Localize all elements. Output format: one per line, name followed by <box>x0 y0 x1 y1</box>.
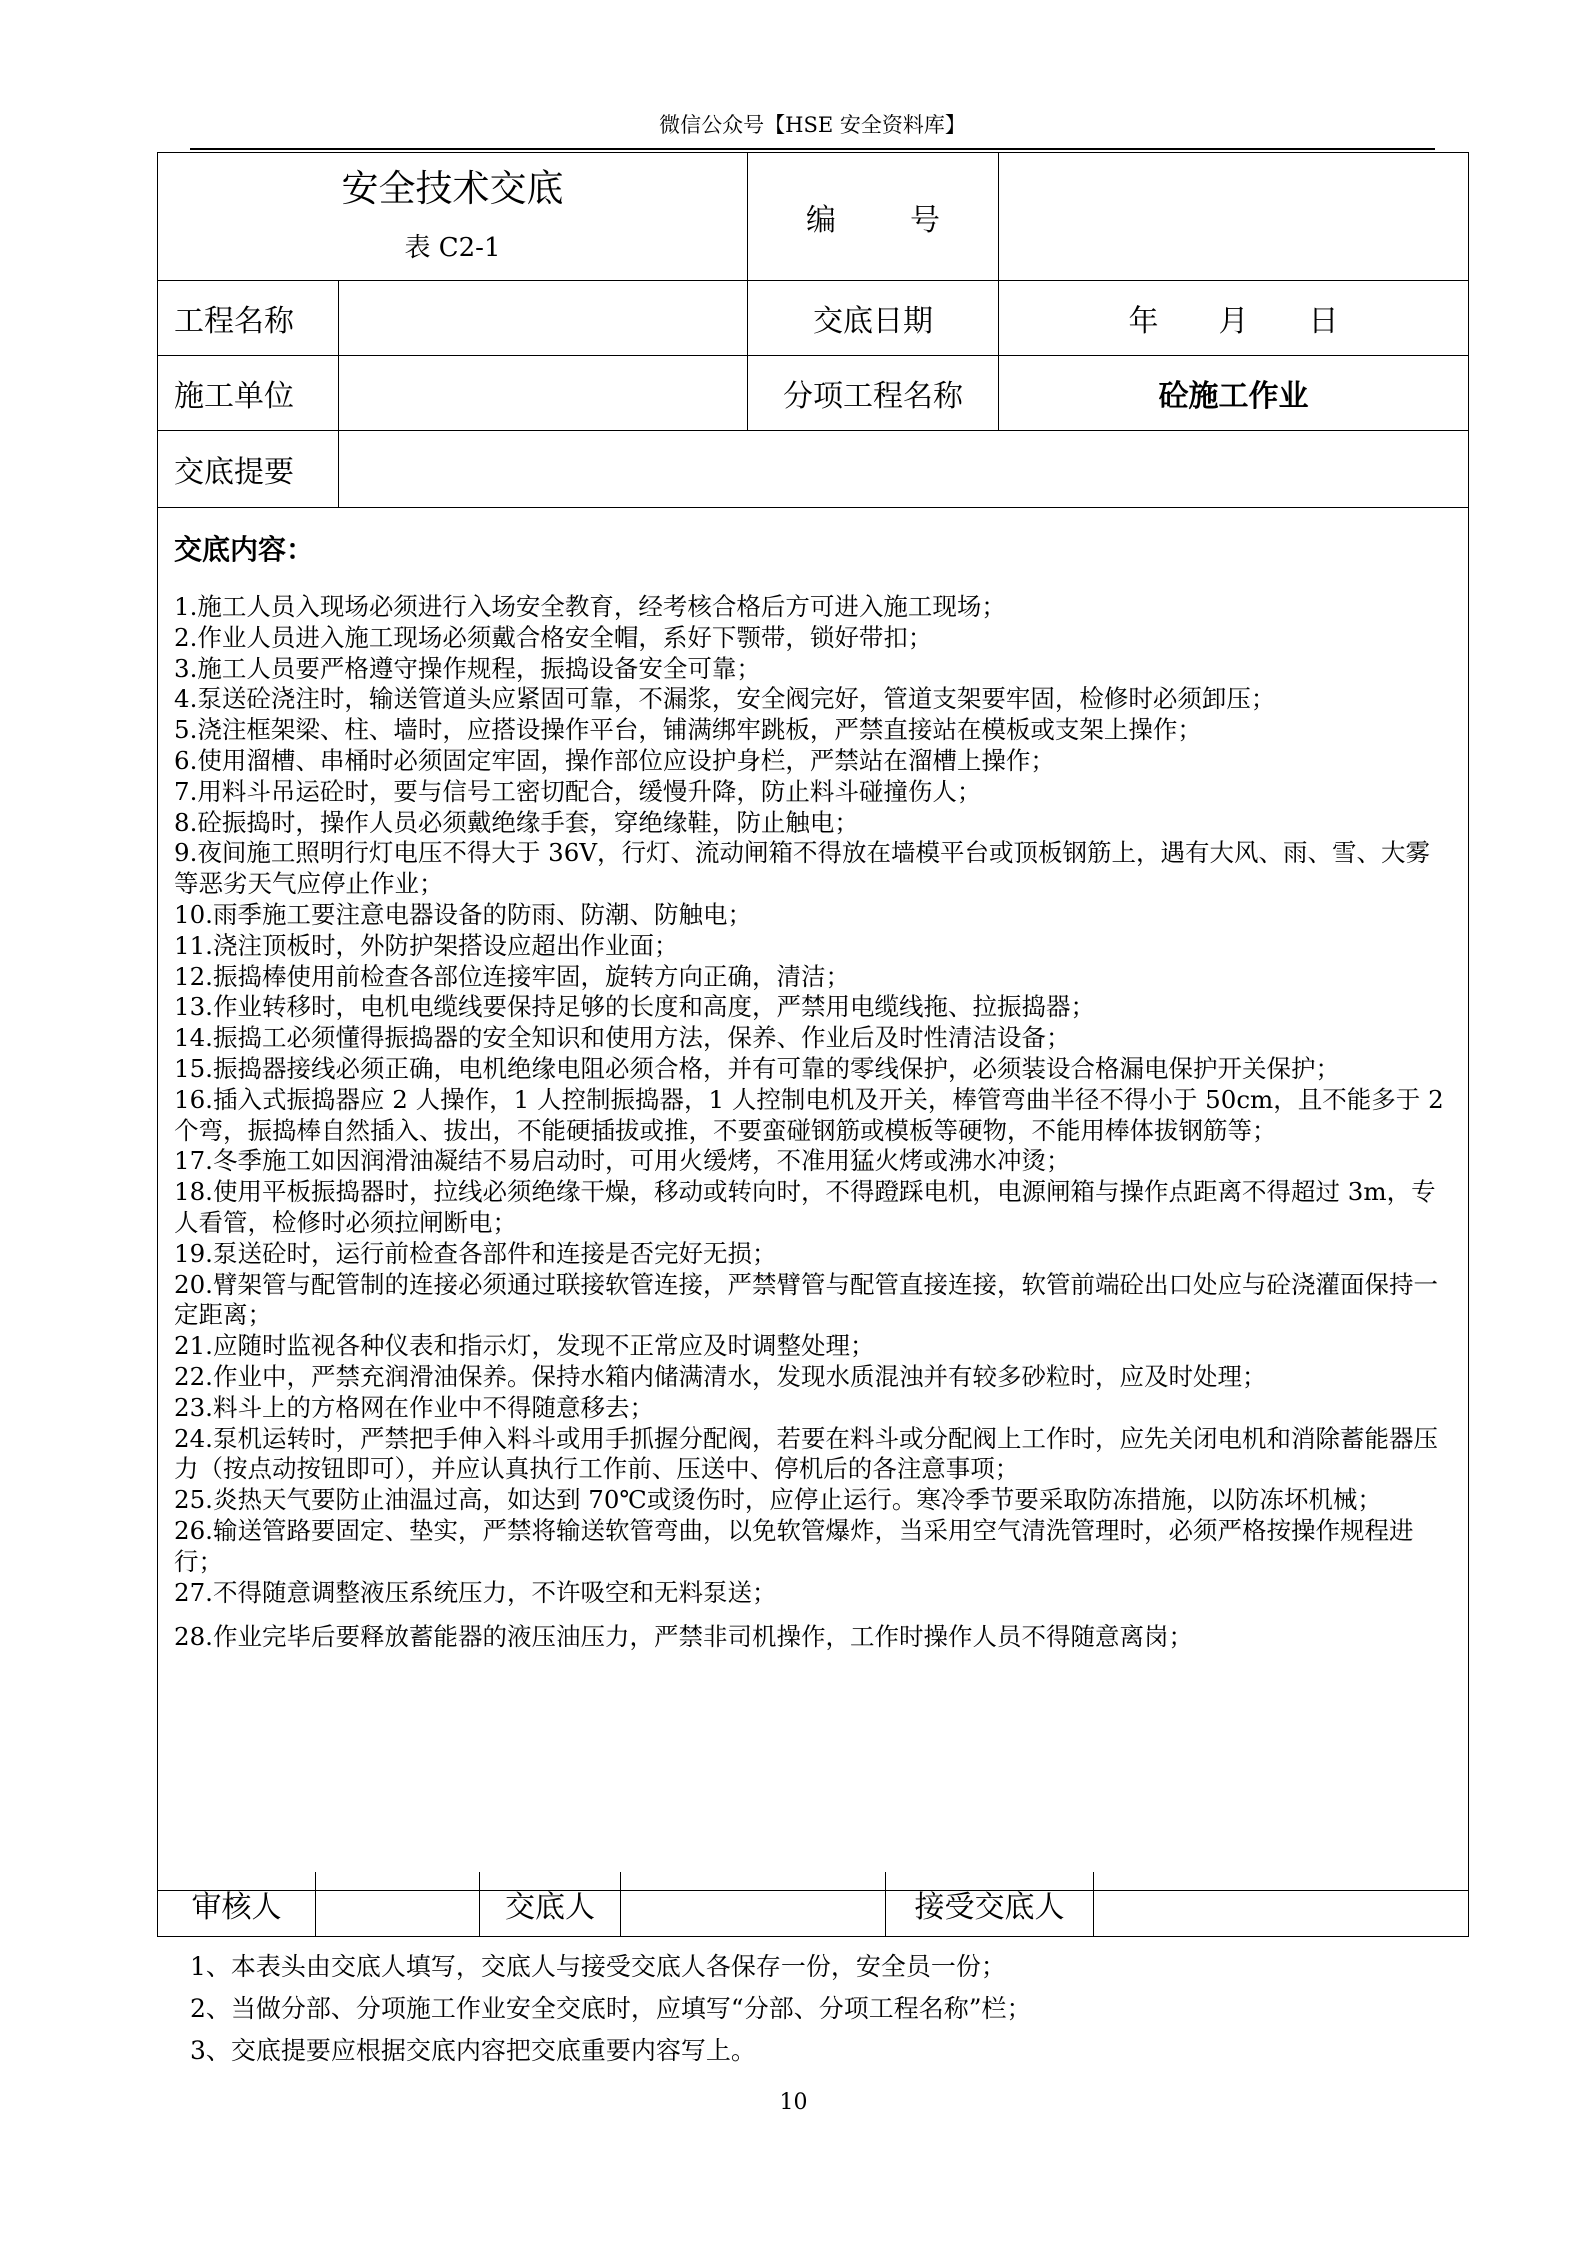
receiver-label: 接受交底人 <box>886 1872 1094 1937</box>
content-item: 27.不得随意调整液压系统压力，不许吸空和无料泵送； <box>174 1577 777 1607</box>
form-title-cell <box>158 153 748 281</box>
content-item: 28.作业完毕后要释放蓄能器的液压油压力，严禁非司机操作，工作时操作人员不得随意离岗； <box>174 1622 1193 1652</box>
content-item: 23.料斗上的方格网在作业中不得随意移去； <box>174 1392 654 1422</box>
content-item: 25.炎热天气要防止油温过高，如达到 70℃或烫伤时，应停止运行。寒冷季节要采取防冻措施，以防冻坏机械； <box>174 1485 1382 1515</box>
note-item: 2、当做分部、分项施工作业安全交底时，应填写“分部、分项工程名称”栏； <box>190 1994 1032 2023</box>
content-item: 10.雨季施工要注意电器设备的防雨、防潮、防触电； <box>174 899 752 929</box>
content-item: 17.冬季施工如因润滑油凝结不易启动时，可用火缓烤，不准用猛火烤或沸水冲烫； <box>174 1146 1071 1176</box>
page-number: 10 <box>779 2090 808 2115</box>
sub-project-label: 分项工程名称 <box>748 356 999 431</box>
notes <box>190 1946 1440 2072</box>
number-value[interactable] <box>999 153 1469 281</box>
content-item: 18.使用平板振捣器时，拉线必须绝缘干燥，移动或转向时，不得蹬踩电机，电源闸箱与操作点距离不得超过 3m，专人看管，检修时必须拉闸断电； <box>174 1177 1436 1237</box>
disclosure-form <box>157 152 1469 1891</box>
note-item: 1、本表头由交底人填写，交底人与接受交底人各保存一份，安全员一份； <box>190 1952 1006 1981</box>
content-item: 1.施工人员入现场必须进行入场安全教育，经考核合格后方可进入施工现场； <box>174 592 1006 621</box>
summary-value[interactable] <box>339 431 1469 508</box>
content-item: 9.夜间施工照明行灯电压不得大于 36V，行灯、流动闸箱不得放在墙模平台或顶板钢筋上，遇有大风、雨、雪、大雾等恶劣天气应停止作业； <box>174 838 1431 899</box>
project-name-value[interactable] <box>339 281 748 356</box>
content-cell <box>158 508 1469 1891</box>
form-title: 安全技术交底 <box>341 166 564 210</box>
sub-project-value[interactable]: 砼施工作业 <box>999 356 1469 431</box>
reviewer-value[interactable] <box>316 1872 480 1937</box>
content-item: 4.泵送砼浇注时，输送管道头应紧固可靠，不漏浆，安全阀完好，管道支架要牢固，检修时必须卸压； <box>174 684 1276 714</box>
content-title: 交底内容： <box>174 533 315 566</box>
content-item: 14.振捣工必须懂得振捣器的安全知识和使用方法，保养、作业后及时性清洁设备； <box>174 1023 1071 1053</box>
content-item: 3.施工人员要严格遵守操作规程，振捣设备安全可靠； <box>174 653 761 683</box>
content-item: 26.输送管路要固定、垫实，严禁将输送软管弯曲，以免软管爆炸，当采用空气清洗管理时，必须严格按操作规程进行； <box>174 1515 1414 1576</box>
content-item: 21.应随时监视各种仪表和指示灯，发现不正常应及时调整处理； <box>174 1331 875 1361</box>
reviewer-label: 审核人 <box>158 1872 316 1937</box>
content-items <box>174 592 1452 1653</box>
construction-unit-value[interactable] <box>339 356 748 431</box>
content-item: 7.用料斗吊运砼时，要与信号工密切配合，缓慢升降，防止料斗碰撞伤人； <box>174 776 982 806</box>
content-item: 19.泵送砼时，运行前检查各部件和连接是否完好无损； <box>174 1238 777 1268</box>
form-number-label: 表 C2-1 <box>404 232 501 263</box>
content-item: 13.作业转移时，电机电缆线要保持足够的长度和高度，严禁用电缆线拖、拉振捣器； <box>174 992 1095 1022</box>
content-item: 6.使用溜槽、串桶时必须固定牢固，操作部位应设护身栏，严禁站在溜槽上操作； <box>174 745 1055 775</box>
date-label: 交底日期 <box>748 281 999 356</box>
discloser-value[interactable] <box>621 1872 886 1937</box>
content-item: 8.砼振捣时，操作人员必须戴绝缘手套，穿绝缘鞋，防止触电； <box>174 807 859 837</box>
header-rule <box>190 148 1435 150</box>
note-item: 3、交底提要应根据交底内容把交底重要内容写上。 <box>190 2036 756 2065</box>
page-header: 微信公众号【HSE 安全资料库】 <box>659 113 966 137</box>
number-label-part1: 编 <box>806 202 836 238</box>
summary-label: 交底提要 <box>158 431 339 508</box>
number-label-part2: 号 <box>910 202 940 238</box>
content-item: 2.作业人员进入施工现场必须戴合格安全帽，系好下颚带，锁好带扣； <box>174 622 933 652</box>
content-item: 15.振捣器接线必须正确，电机绝缘电阻必须合格，并有可靠的零线保护，必须装设合格漏电保护开关保护； <box>174 1053 1340 1083</box>
content-item: 11.浇注顶板时，外防护架搭设应超出作业面； <box>174 930 679 960</box>
number-label <box>748 153 999 281</box>
project-name-label: 工程名称 <box>158 281 339 356</box>
content-item: 16.插入式振捣器应 2 人操作，1 人控制振捣器，1 人控制电机及开关，棒管弯曲半径不得小于 50cm，且不能多于 2 个弯，振捣棒自然插入、拔出，不能硬插拔或推，不要蛮碰钢筋或模板等硬物，不能用棒体拔钢筋等； <box>174 1084 1444 1145</box>
content-item: 12.振捣棒使用前检查各部位连接牢固，旋转方向正确，清洁； <box>174 961 850 991</box>
content-item: 24.泵机运转时，严禁把手伸入料斗或用手抓握分配阀，若要在料斗或分配阀上工作时，应先关闭电机和消除蓄能器压力（按点动按钮即可），并应认真执行工作前、压送中、停机后的各注意事项； <box>174 1423 1438 1484</box>
content-item: 22.作业中，严禁充润滑油保养。保持水箱内储满清水，发现水质混浊并有较多砂粒时，应及时处理； <box>174 1361 1267 1391</box>
construction-unit-label: 施工单位 <box>158 356 339 431</box>
receiver-value[interactable] <box>1094 1872 1469 1937</box>
content-item: 20.臂架管与配管制的连接必须通过联接软管连接，严禁臂管与配管直接连接，软管前端砼出口处应与砼浇灌面保持一定距离； <box>174 1269 1438 1330</box>
content-item: 5.浇注框架梁、柱、墙时，应搭设操作平台，铺满绑牢跳板，严禁直接站在模板或支架上操作； <box>174 715 1202 745</box>
discloser-label: 交底人 <box>480 1872 621 1937</box>
signature-table <box>157 1872 1469 1937</box>
date-value[interactable]: 年 月 日 <box>999 281 1469 356</box>
